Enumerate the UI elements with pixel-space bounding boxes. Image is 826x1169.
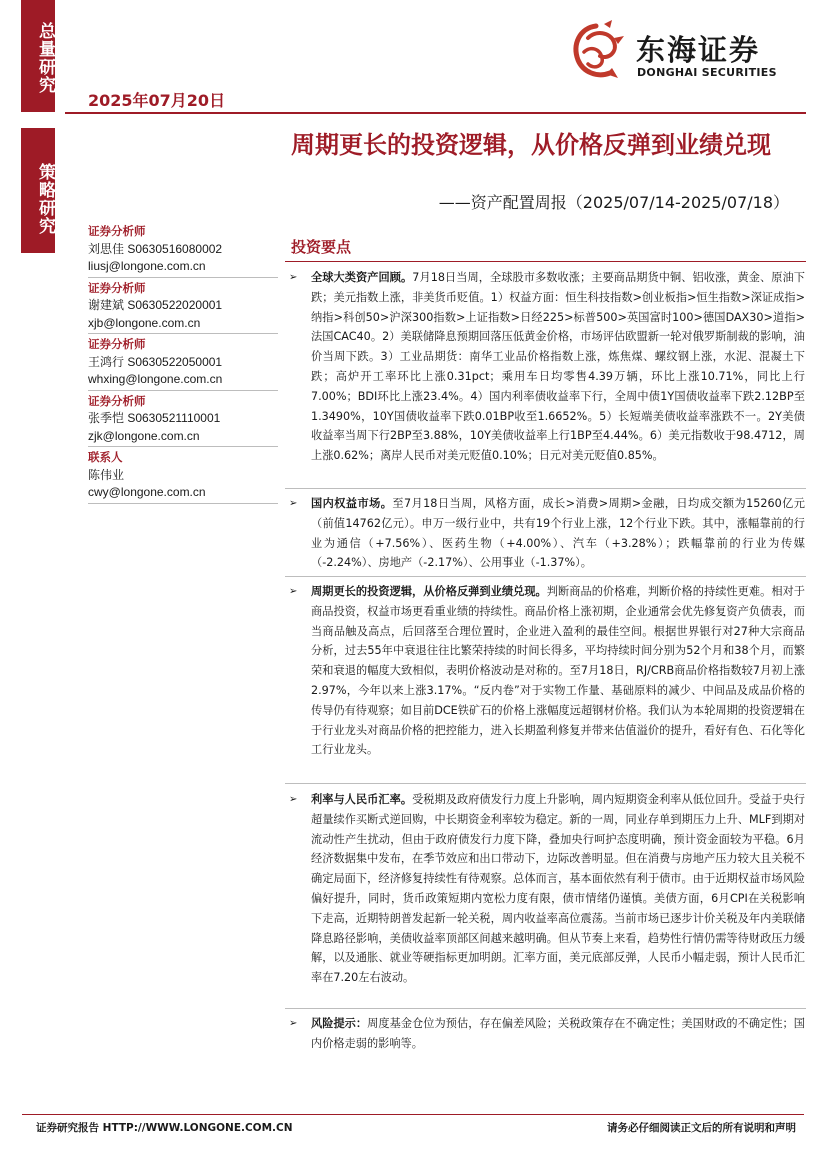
analyst-sidebar (88, 223, 278, 506)
section-divider (285, 488, 806, 489)
section-rates-fx (289, 790, 805, 988)
analyst-block (88, 280, 278, 335)
arrow-bullet-icon: ➢ (289, 1018, 298, 1029)
footer-divider (22, 1114, 804, 1115)
analyst-email[interactable]: liusj@longone.com.cn (88, 258, 278, 278)
section-risk (289, 1014, 805, 1054)
section-domestic-equity (289, 494, 805, 573)
section-text: 受税期及政府债发行力度上升影响，周内短期资金利率从低位回升。受益于央行超量续作买断式逆回购，中长期资金利率较为稳定。新的一周，同业存单到期压力上升、MLF到期对流动性产生扰动，但由于政府债发行力度下降，叠加央行呵护态度明确，预计资金面较为平稳。6月经济数据集中发布，在季节效应和出口带动下，边际改善明显。但在消费与房地产压力较大且关税不确定局面下，经济修复持续性有待观察。总体而言，基本面依然有利于债市。由于近期权益市场风险偏好提升，同时，货币政策短期内宽松力度有限，债市情绪仍谨慎。美债方面，6月CPI在关税影响下走高，近期特朗普发起新一轮关税，周内收益率高位震荡。当前市场已逐步计价关税及年内美联储降息路径影响，美债收益率顶部区间越来越明确。但从节奏上来看，趋势性行情仍需等待财政压力缓解，以及通胀、就业等硬指标更加明朗。汇率方面，美元底部反弹，人民币小幅走弱，预计人民币汇率在7.20左右波动。 (311, 793, 805, 985)
analyst-name: 谢建斌 S0630522020001 (88, 298, 223, 312)
section-lead: 全球大类资产回顾。 (311, 271, 413, 284)
analyst-email[interactable]: whxing@longone.com.cn (88, 371, 278, 391)
contact-block (88, 449, 278, 504)
section-global-assets (289, 268, 805, 466)
analyst-name: 张季恺 S0630521110001 (88, 411, 221, 425)
section-text: 至7月18日当周，风格方面，成长>消费>周期>金融，日均成交额为15260亿元（前值14762亿元）。申万一级行业中，共有19个行业上涨，12个行业下跌。其中，涨幅靠前的行业为通信（+7.56%）、医药生物（+4.00%）、汽车（+3.28%）；跌幅靠前的行业为传媒（-2.24%）、房地产（-2.17%）、公用事业（-1.37%）。 (311, 497, 805, 570)
analyst-block (88, 223, 278, 278)
analyst-email[interactable]: zjk@longone.com.cn (88, 428, 278, 448)
report-category-tag: 总量研究 (21, 0, 55, 112)
analyst-name: 王鸿行 S0630522050001 (88, 354, 223, 369)
key-points-divider (285, 261, 806, 262)
section-divider (285, 576, 806, 577)
report-title: 周期更长的投资逻辑，从价格反弹到业绩兑现 (291, 131, 771, 159)
contact-role: 联系人 (88, 450, 123, 464)
key-points-heading: 投资要点 (291, 238, 352, 256)
report-date: 2025年07月20日 (88, 91, 226, 110)
analyst-role: 证券分析师 (88, 337, 146, 351)
logo-english-name: DONGHAI SECURITIES (637, 66, 777, 79)
contact-name: 陈伟业 (88, 467, 125, 482)
arrow-bullet-icon: ➢ (289, 794, 298, 805)
analyst-name: 刘思佳 S0630516080002 (88, 241, 223, 256)
section-lead: 周期更长的投资逻辑，从价格反弹到业绩兑现。 (311, 585, 547, 598)
section-lead: 风险提示： (311, 1017, 368, 1030)
section-divider (285, 783, 806, 784)
contact-email[interactable]: cwy@longone.com.cn (88, 484, 278, 504)
report-subtitle: ——资产配置周报（2025/07/14-2025/07/18） (438, 193, 789, 212)
section-text: 7月18日当周，全球股市多数收涨；主要商品期货中铜、铝收涨，黄金、原油下跌；美元指数上涨，非美货币贬值。1）权益方面：恒生科技指数>创业板指>恒生指数>深证成指>纳指>科创50>沪深300指数>上证指数>日经225>标普500>英国富时100>德国DAX30>道指>法国CAC40。2）美联储降息预期回落压低黄金价格，市场评估欧盟新一轮对俄罗斯制裁的影响，油价当周下跌。3）工业品期货：南华工业品价格指数上涨，炼焦煤、螺纹钢上涨，水泥、混凝土下跌；高炉开工率环比上涨0.31pct；乘用车日均零售4.39万辆，环比上涨10.71%，同比上行7.00%；BDI环比上涨23.4%。4）国内利率债收益率下行，全周中债1Y国债收益率下跌2.12BP至1.3490%，10Y国债收益率下跌0.01BP收至1.6652%。5）长短端美债收益率涨跌不一。2Y美债收益率当周下行2BP至3.88%，10Y美债收益率上行1BP至4.44%。6）美元指数收于98.4712，周上涨0.62%；离岸人民币对美元贬值0.10%；日元对美元贬值0.85%。 (311, 271, 805, 463)
analyst-block (88, 336, 278, 391)
arrow-bullet-icon: ➢ (289, 272, 298, 283)
company-logo (566, 18, 796, 90)
analyst-role: 证券分析师 (88, 393, 146, 408)
report-type-tag: 策略研究 (21, 128, 55, 253)
footer-website[interactable]: 证券研究报告 HTTP://WWW.LONGONE.COM.CN (36, 1122, 293, 1134)
section-divider (285, 1008, 806, 1009)
arrow-bullet-icon: ➢ (289, 586, 298, 597)
section-lead: 利率与人民币汇率。 (311, 793, 413, 806)
analyst-role: 证券分析师 (88, 280, 146, 295)
analyst-email[interactable]: xjb@longone.com.cn (88, 315, 278, 335)
section-cycle-logic (289, 582, 805, 760)
logo-chinese-name: 东海证券 (636, 33, 761, 67)
analyst-block (88, 393, 278, 448)
section-lead: 国内权益市场。 (311, 497, 393, 510)
section-text: 判断商品的价格难，判断价格的持续性更难。相对于商品投资，权益市场更看重业绩的持续性。商品价格上涨初期，企业通常会优先修复资产负债表，而当商品触及高点，后回落至合理位置时，企业进入盈利的最佳空间。根据世界银行对27种大宗商品分析，过去55年中衰退往往比繁荣持续的时间长得多，平均持续时间分别为52个月和38个月，而繁荣和衰退的幅度大致相似，表明价格波动是对称的。至7月18日，RJ/CRB商品价格指数较7月初上涨2.97%，今年以来上涨3.17%。“反内卷”对于实物工作量、基础原料的减少、中间品及成品价格的传导仍有待观察；如目前DCE铁矿石的价格上涨幅度远超钢材价格。我们认为本轮周期的投资逻辑在于行业龙头对商品价格的把控能力，进入长期盈利修复并带来估值溢价的提升，看好有色、石化等化工行业龙头。 (311, 585, 805, 757)
header-divider (65, 112, 806, 114)
dragon-logo-icon (566, 18, 628, 84)
section-text: 周度基金仓位为预估，存在偏差风险；关税政策存在不确定性；美国财政的不确定性；国内价格走弱的影响等。 (311, 1017, 805, 1050)
footer-disclaimer: 请务必仔细阅读正文后的所有说明和声明 (607, 1122, 796, 1134)
arrow-bullet-icon: ➢ (289, 498, 298, 509)
analyst-role: 证券分析师 (88, 224, 146, 238)
